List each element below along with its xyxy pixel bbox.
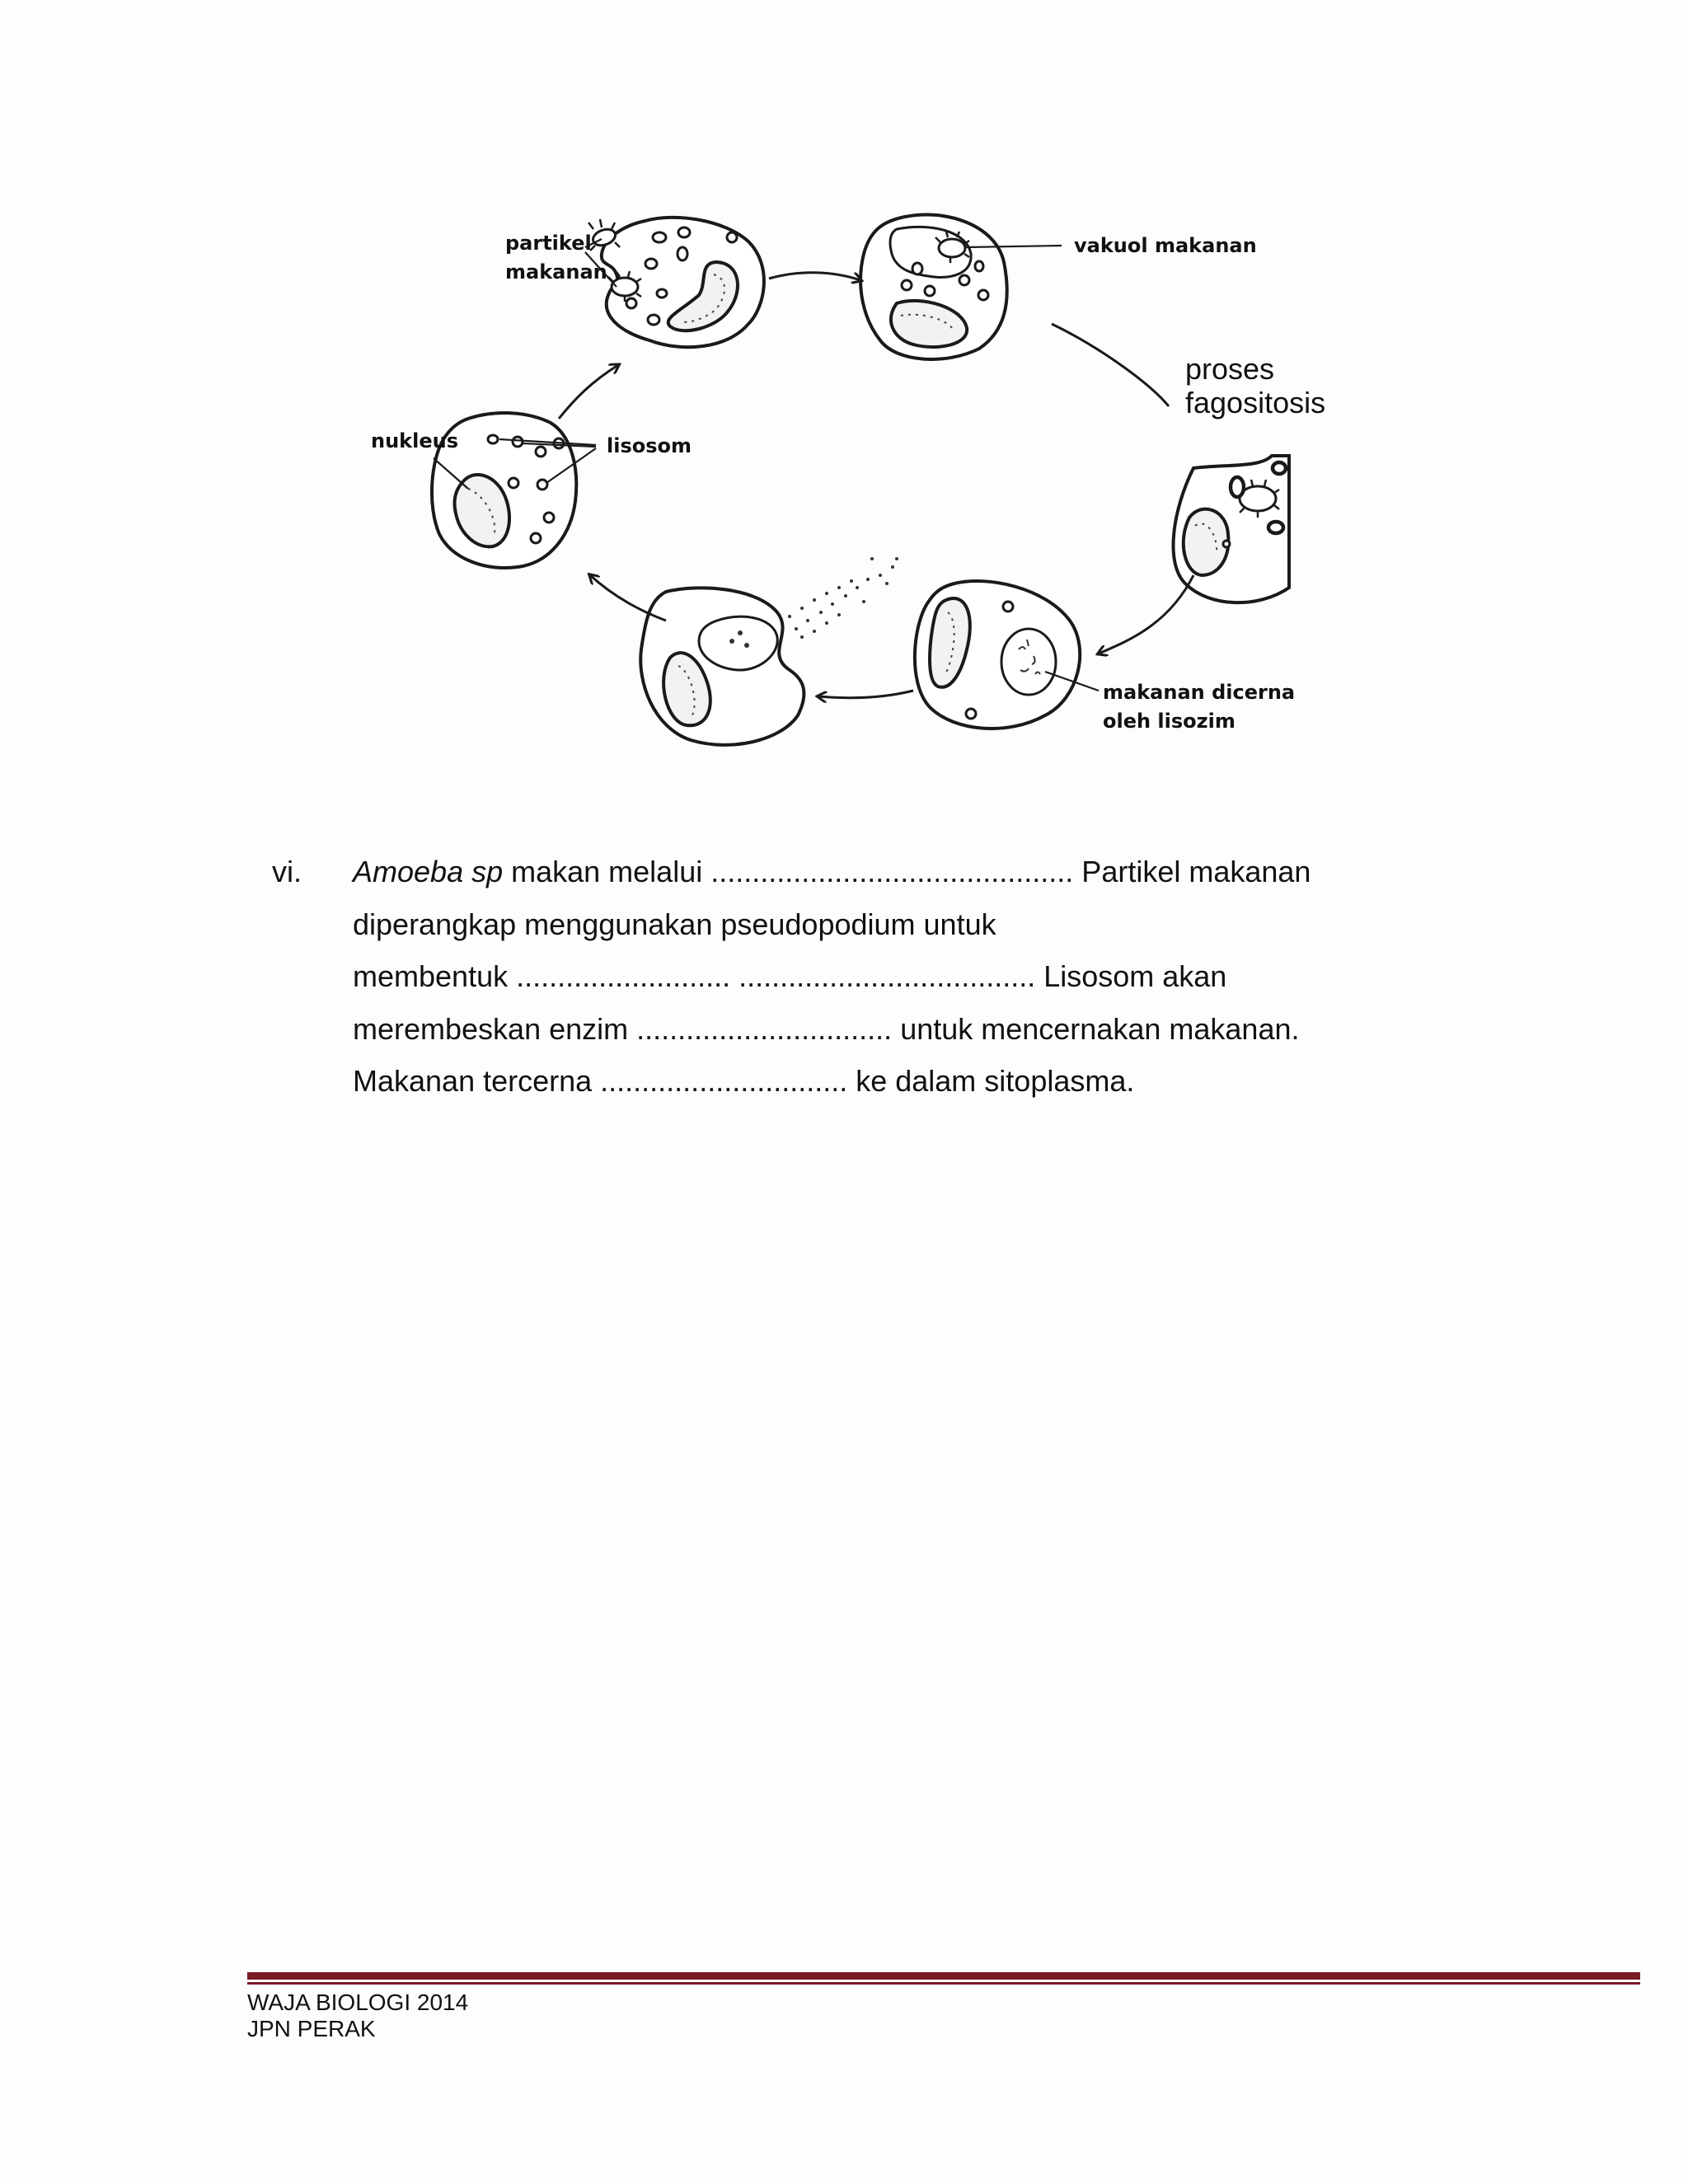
label-fagositosis: fagositosis — [1185, 386, 1326, 419]
cell-vacuole-formed — [860, 214, 1062, 359]
label-vakuol-makanan: vakuol makanan — [1074, 234, 1257, 257]
question-line-2: diperangkap menggunakan pseudopodium untuk — [353, 907, 996, 941]
question-line-1-text: makan melalui ............................................ Partikel makanan — [503, 855, 1311, 888]
footer-line-2: JPN PERAK — [247, 2016, 376, 2041]
question-line-3: membentuk .......................... .................................... Lisosom akan — [353, 959, 1227, 993]
question-number: vi. — [272, 855, 302, 888]
cell-digestion — [915, 581, 1099, 729]
label-makanan-dicerna: makanan dicerna — [1103, 681, 1296, 704]
label-makanan: makanan — [505, 260, 607, 284]
label-lisosom: lisosom — [607, 434, 692, 457]
label-nukleus: nukleus — [371, 429, 459, 452]
label-proses: proses — [1185, 352, 1275, 386]
footer-rule — [247, 1972, 1640, 1985]
species-name: Amoeba sp — [353, 855, 504, 888]
question-line-5: Makanan tercerna .............................. ke dalam sitoplasma. — [353, 1064, 1135, 1098]
label-oleh-lisozim: oleh lisozim — [1103, 710, 1236, 733]
phagocytosis-diagram — [353, 171, 1372, 781]
footer-line-1: WAJA BIOLOGI 2014 — [247, 1990, 469, 2015]
question-body — [353, 846, 1383, 1108]
footer — [247, 1990, 468, 2042]
cell-engulfing — [588, 218, 764, 347]
cell-egestion — [640, 557, 898, 745]
question-line-4: merembeskan enzim ............................... untuk mencernakan makanan. — [353, 1011, 1300, 1046]
question-line-1 — [353, 846, 1383, 898]
label-partikel: partikel — [505, 232, 592, 255]
